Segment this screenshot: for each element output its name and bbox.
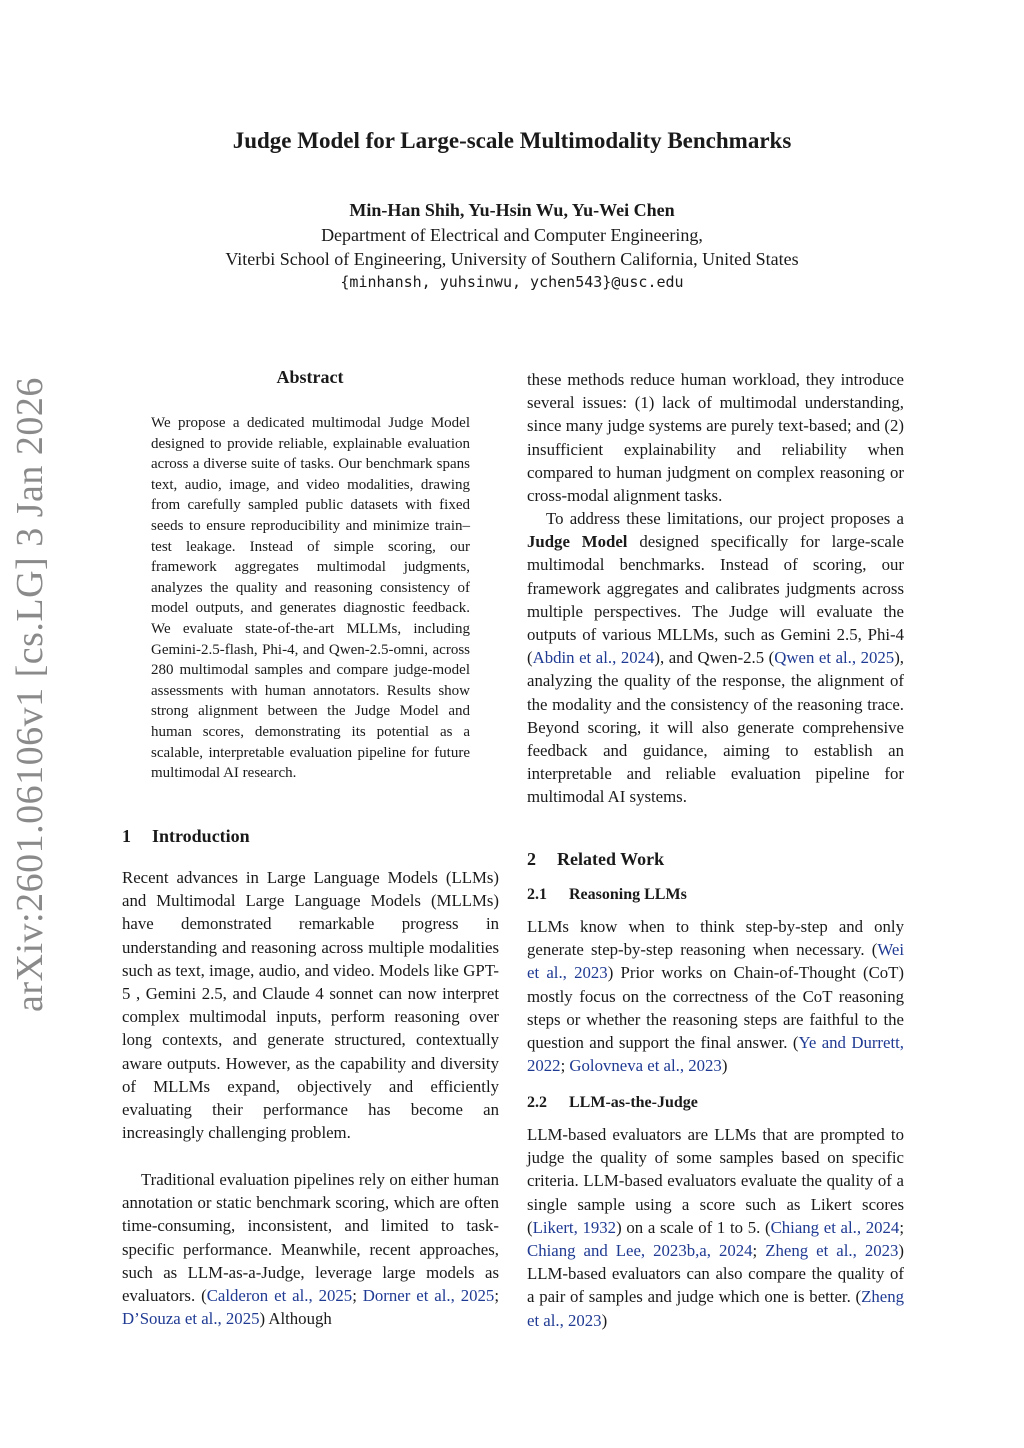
paragraph-text: LLM-based evaluators are LLMs that are prompted to judge the quality of some samples based on specific criteria. LLM-based evaluators evaluate the quality of a single sample using a score such as Likert scores (: [527, 1125, 904, 1237]
citation-link[interactable]: D’Souza et al., 2025: [122, 1309, 260, 1329]
citation-link[interactable]: Wei et al., 2023: [527, 940, 904, 983]
paragraph-text: ): [601, 1310, 608, 1330]
subsection-llm-as-judge-heading: [527, 1094, 698, 1112]
paragraph-text: ) LLM-based evaluators can also compare the quality of a pair of samples and judge which one is better. (: [527, 1241, 904, 1307]
paragraph-text: ) Although: [259, 1309, 332, 1329]
citation-link[interactable]: Dorner et al., 2025: [362, 1286, 495, 1306]
citation-link[interactable]: Zheng et al., 2023: [765, 1241, 899, 1261]
intro-paragraph-1: Recent advances in Large Language Models (LLMs) and Multimodal Large Language Models (MLLMs) have demonstrated remarkable progress in understanding and reasoning across multiple modalities such as text, image, audio, and video. Models like GPT-5 , Gemini 2.5, and Claude 4 sonnet can now interpret complex multimodal inputs, perform reasoning over long contexts, and generate structured, contextually aware outputs. However, as the capability and diversity of MLLMs expand, objectively and efficiently evaluating their performance has become an increasingly challenging problem.: [122, 868, 499, 1143]
section-related-work-heading: [527, 849, 664, 870]
arxiv-stamp: arXiv:2601.06106v1 [cs.LG] 3 Jan 2026: [9, 377, 51, 1012]
author-emails: {minhansh, yuhsinwu, ychen543}@usc.edu: [340, 273, 684, 291]
paragraph-text: LLMs know when to think step-by-step and only generate step-by-step reasoning when necessary. (: [527, 917, 904, 960]
citation-separator: ;: [494, 1286, 499, 1306]
citation-link[interactable]: Calderon et al., 2025: [206, 1286, 353, 1306]
citation-link[interactable]: Chiang and Lee, 2023b,a, 2024: [527, 1241, 753, 1261]
abstract-text: We propose a dedicated multimodal Judge Model designed to provide reliable, explainable evaluation across a diverse suite of tasks. Our benchmark spans text, audio, image, and video modalities, drawing from carefully sampled public datasets with fixed seeds to ensure reproducibility and minimize train–test leakage. Instead of simple scoring, our framework aggregates multimodal judgments, analyzes the quality and reasoning consistency of model outputs, and generates diagnostic feedback. We evaluate state-of-the-art MLLMs, including Gemini-2.5-flash, Phi-4, and Qwen-2.5-omni, across 280 multimodal samples and compare judge-model assessments with human annotators. Results show strong alignment between the Judge Model and human scores, demonstrating its potential as a scalable, interpretable evaluation pipeline for future multimodal AI research.: [151, 415, 470, 782]
paper-title: Judge Model for Large-scale Multimodality Benchmarks: [232, 128, 792, 153]
subsection-reasoning-llms-heading: [527, 886, 687, 904]
citation-link[interactable]: Abdin et al., 2024: [532, 648, 655, 668]
citation-link[interactable]: Chiang et al., 2024: [770, 1217, 900, 1237]
section-title: Related Work: [557, 849, 665, 869]
paragraph-text: designed specifically for large-scale multimodal benchmarks. Instead of scoring, our framework aggregates and calibrates judgments across multiple perspectives. The Judge will evaluate the outputs of various MLLMs, such as Gemini 2.5, Phi-4 (: [527, 532, 904, 668]
citation-link[interactable]: Golovneva et al., 2023: [569, 1056, 722, 1076]
paragraph-text: ) on a scale of 1 to 5. (: [616, 1217, 771, 1237]
citation-separator: ;: [560, 1056, 570, 1076]
citation-separator: ;: [752, 1241, 766, 1261]
intro-paragraph-3: these methods reduce human workload, they introduce several issues: (1) lack of multimodal understanding, since many judge systems are purely text-based; and (2) insufficient explainability and reliability when compared to human judgment on complex reasoning or cross-modal alignment tasks.: [527, 370, 904, 506]
subsection-title: LLM-as-the-Judge: [569, 1094, 698, 1111]
llm-as-judge-paragraph: [527, 1123, 904, 1332]
paragraph-text: ), and Qwen-2.5 (: [654, 648, 775, 668]
section-title: Introduction: [152, 826, 250, 846]
intro-paragraph-4: [527, 507, 904, 809]
intro-paragraph-2: [122, 1168, 499, 1330]
section-number: 2: [527, 849, 536, 869]
citation-bracket: (: [195, 1286, 207, 1306]
affiliation-line-2: Viterbi School of Engineering, University of Southern California, United States: [225, 249, 799, 269]
paragraph-text: ): [721, 1056, 728, 1076]
affiliation-line-1: Department of Electrical and Computer Engineering,: [321, 225, 703, 245]
section-introduction-heading: [122, 826, 250, 847]
author-list: Min-Han Shih, Yu-Hsin Wu, Yu-Wei Chen: [349, 200, 675, 220]
citation-separator: ;: [352, 1286, 363, 1306]
paragraph-text: To address these limitations, our project proposes a: [546, 509, 904, 528]
bold-term: Judge Model: [527, 532, 628, 552]
paragraph-text: Traditional evaluation pipelines rely on either human annotation or static benchmark scoring, which are often time-consuming, inconsistent, and limited to task-specific performance. Meanwhile, recent approaches, such as LLM-as-a-Judge, leverage large models as evaluators.: [122, 1170, 499, 1306]
citation-link[interactable]: Zheng et al., 2023: [527, 1287, 904, 1330]
subsection-title: Reasoning LLMs: [569, 886, 687, 903]
citation-separator: ;: [899, 1217, 904, 1237]
paragraph-text: ) Prior works on Chain-of-Thought (CoT) mostly focus on the correctness of the CoT reasoning steps or whether the reasoning steps are faithful to the question and support the final answer. (: [527, 963, 905, 1053]
citation-link[interactable]: Qwen et al., 2025: [774, 648, 895, 668]
subsection-number: 2.2: [527, 1094, 547, 1111]
citation-link[interactable]: Ye and Durrett, 2022: [527, 1033, 904, 1076]
section-number: 1: [122, 826, 131, 846]
citation-link[interactable]: Likert, 1932: [532, 1217, 617, 1237]
paragraph-text: ), analyzing the quality of the response, the alignment of the modality and the consistency of the reasoning trace. Beyond scoring, it will also generate comprehensive feedback and guidance, aiming to establish an interpretable and reliable evaluation pipeline for multimodal AI systems.: [527, 648, 904, 807]
abstract-heading: Abstract: [276, 367, 344, 387]
reasoning-llms-paragraph: [527, 915, 904, 1077]
subsection-number: 2.1: [527, 886, 547, 903]
